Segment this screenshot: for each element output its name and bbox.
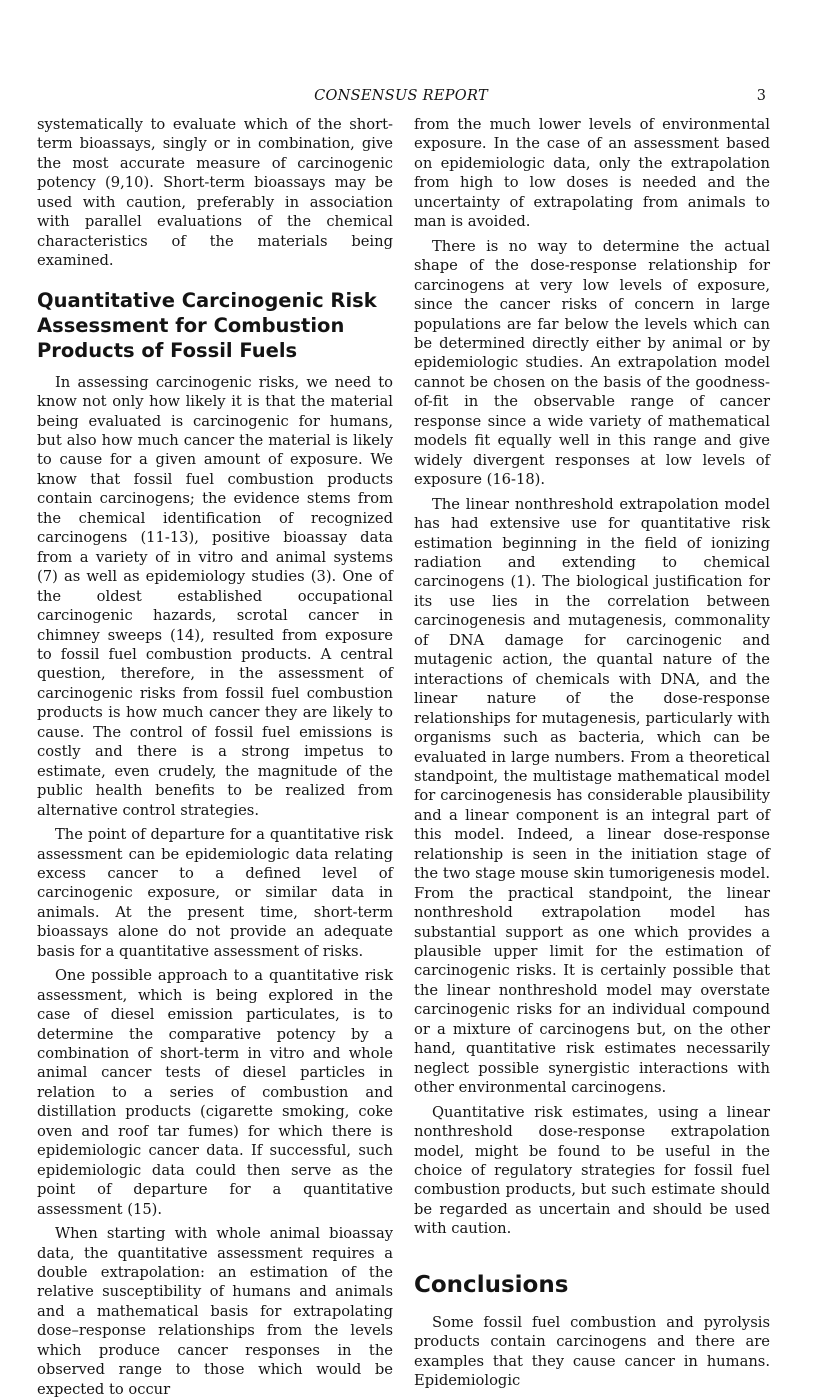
- section-heading-conclusions: Conclusions: [414, 1271, 569, 1298]
- section-heading-quantitative-risk: Quantitative Carcinogenic Risk Assessment for Combustion Products of Fossil Fuels: [37, 288, 377, 362]
- paragraph: Some fossil fuel combustion and pyrolysis products contain carcinogens and there are examples that they cause cancer in humans. Epidemiologic: [414, 1313, 770, 1390]
- paragraph: from the much lower levels of environmental exposure. In the case of an assessment based on epidemiologic data, only the extrapolation from high to low doses is needed and the uncertainty of extrapolating from animals to man is avoided.: [414, 116, 770, 231]
- paragraph: The linear nonthreshold extrapolation model has had extensive use for quantitative risk estimation beginning in the field of ionizing radiation and extending to chemical carcinogens (1). The biological justification for its use lies in the correlation between carcinogenesis and mutagenesis, commonality of DNA damage for carcinogenic and mutagenic action, the quantal nature of the interactions of chemicals with DNA, and the linear nature of the dose-response relationships for mutagenesis, particularly with organisms such as bacteria, which can be evaluated in large numbers. From a theoretical standpoint, the multistage mathematical model for carcinogenesis has considerable plausibility and a linear component is an integral part of this model. Indeed, a linear dose-response relationship is seen in the initiation stage of the two stage mouse skin tumorigenesis model. From the practical standpoint, the linear nonthreshold extrapolation model has substantial support as one which provides a plausible upper limit for the estimation of carcinogenic risks. It is certainly possible that the linear nonthreshold model may overstate carcinogenic risks for an individual compound or a mixture of carcinogens but, on the other hand, quantitative risk estimates necessarily neglect possible synergistic interactions with other environmental carcinogens.: [414, 495, 770, 1097]
- paragraph: One possible approach to a quantitative risk assessment, which is being explored in the case of diesel emission particulates, is to determine the comparative potency by a combination of short-term in vitro and whole animal cancer tests of diesel particles in relation to a series of combustion and distillation products (cigarette smoking, coke oven and roof tar fumes) for which there is epidemiologic cancer data. If successful, such epidemiologic data could then serve as the point of departure for a quantitative assessment (15).: [37, 967, 393, 1218]
- paragraph: When starting with whole animal bioassay data, the quantitative assessment requires a double extrapolation: an estimation of the relative susceptibility of humans and animals and a mathematical basis for extrapolating dose–response relationships from the levels which produce cancer responses in the observed range to those which would be expected to occur: [37, 1225, 393, 1398]
- left-column: [37, 115, 393, 1399]
- paragraph: There is no way to determine the actual shape of the dose-response relationship for carcinogens at very low levels of exposure, since the cancer risks of concern in large populations are far below the levels which can be determined directly either by animal or by epidemiologic studies. An extrapolation model cannot be chosen on the basis of the goodness-of-fit in the observable range of cancer response since a wide variety of mathematical models fit equally well in this range and give widely divergent responses at low levels of exposure (16-18).: [414, 237, 770, 489]
- right-column: [414, 115, 770, 1391]
- paragraph: Quantitative risk estimates, using a linear nonthreshold dose-response extrapolation model, might be found to be useful in the choice of regulatory strategies for fossil fuel combustion products, but such estimate should be regarded as uncertain and should be used with caution.: [414, 1103, 770, 1238]
- paragraph: In assessing carcinogenic risks, we need to know not only how likely it is that the material being evaluated is carcinogenic for humans, but also how much cancer the material is likely to cause for a given amount of exposure. We know that fossil fuel combustion products contain carcinogens; the evidence stems from the chemical identification of recognized carcinogens (11-13), positive bioassay data from a variety of in vitro and animal systems (7) as well as epidemiology studies (3). One of the oldest established occupational carcinogenic hazards, scrotal cancer in chimney sweeps (14), resulted from exposure to fossil fuel combustion products. A central question, therefore, in the assessment of carcinogenic risks from fossil fuel combustion products is how much cancer they are likely to cause. The control of fossil fuel emissions is costly and there is a strong impetus to estimate, even crudely, the magnitude of the public health benefits to be realized from alternative control strategies.: [37, 373, 393, 819]
- page-header: [36, 88, 766, 110]
- page-number: 3: [756, 88, 766, 104]
- paragraph: The point of departure for a quantitative risk assessment can be epidemiologic data relating excess cancer to a defined level of carcinogenic exposure, or similar data in animals. At the present time, short-term bioassays alone do not provide an adequate basis for a quantitative assessment of risks.: [37, 826, 393, 960]
- running-title: CONSENSUS REPORT: [314, 88, 488, 104]
- paragraph: systematically to evaluate which of the short-term bioassays, singly or in combination, give the most accurate measure of carcinogenic potency (9,10). Short-term bioassays may be used with caution, preferably in association with parallel evaluations of the chemical characteristics of the materials being examined.: [37, 116, 393, 270]
